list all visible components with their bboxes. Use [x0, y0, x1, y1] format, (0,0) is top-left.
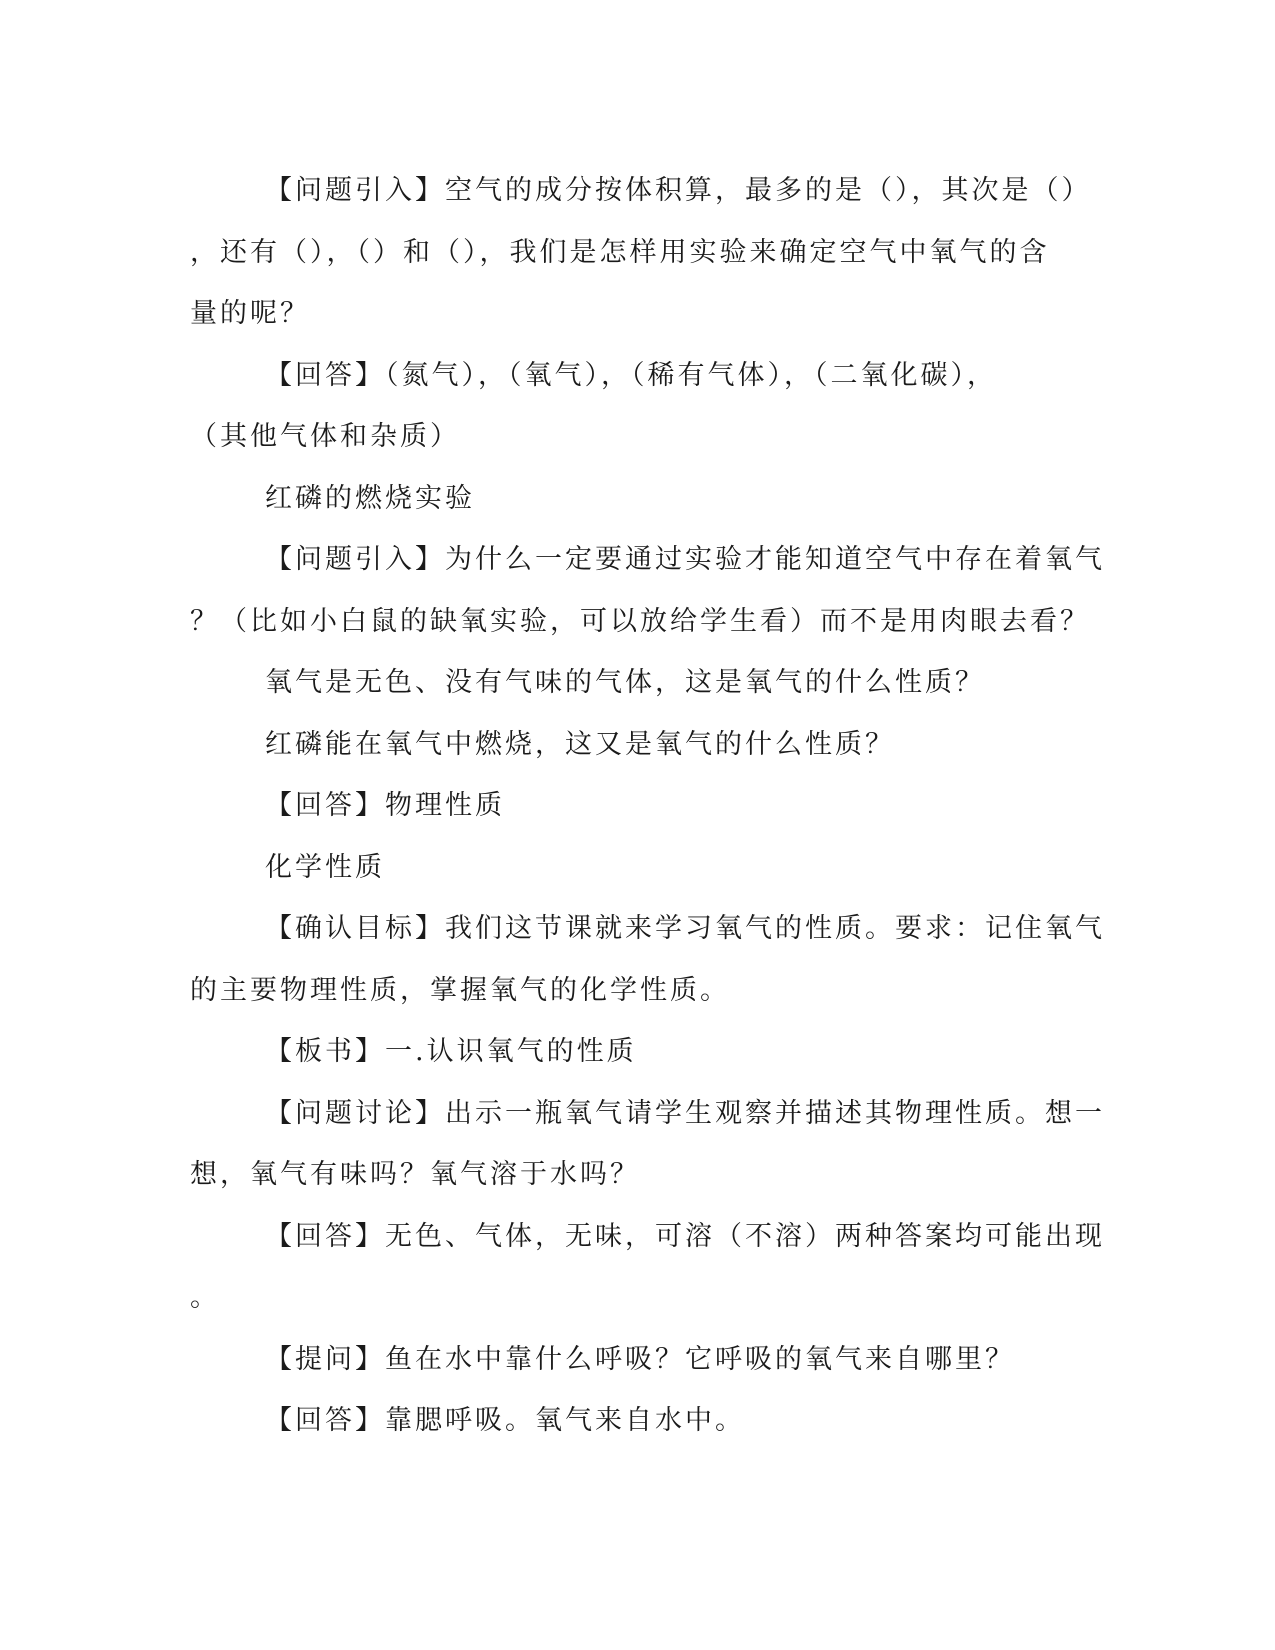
answer-paragraph [190, 1206, 1105, 1329]
text-line: 想，氧气有味吗？氧气溶于水吗？ [190, 1159, 640, 1190]
text-line: 【板书】一.认识氧气的性质 [265, 1036, 637, 1067]
text-line: 【回答】（氮气），（氧气），（稀有气体），（二氧化碳）， [265, 359, 997, 391]
experiment-heading [190, 468, 1080, 530]
question-paragraph [190, 652, 1080, 714]
question-paragraph [190, 1329, 1080, 1391]
text-line: （其他气体和杂质） [190, 421, 460, 452]
text-line: 量的呢？ [190, 298, 310, 329]
text-line: 【回答】靠腮呼吸。氧气来自水中。 [265, 1405, 745, 1436]
question-intro-paragraph [190, 160, 1092, 345]
answer-paragraph [190, 837, 1080, 899]
text-line: 。 [190, 1282, 220, 1313]
answer-paragraph [190, 775, 1080, 837]
text-line: ？（比如小白鼠的缺氧实验，可以放给学生看）而不是用肉眼去看？ [190, 605, 1090, 637]
text-line: 【回答】物理性质 [265, 790, 505, 821]
text-line: 【回答】无色、气体，无味，可溶（不溶）两种答案均可能出现 [265, 1220, 1105, 1252]
text-line: 红磷能在氧气中燃烧，这又是氧气的什么性质？ [265, 728, 895, 760]
objective-paragraph [190, 898, 1105, 1021]
answer-paragraph [190, 1390, 1080, 1452]
text-line: 的主要物理性质，掌握氧气的化学性质。 [190, 974, 730, 1006]
question-intro-paragraph [190, 529, 1105, 652]
text-line: 【问题引入】空气的成分按体积算，最多的是（），其次是（） [265, 175, 1092, 206]
answer-paragraph [190, 345, 1080, 468]
text-line: 【问题引入】为什么一定要通过实验才能知道空气中存在着氧气 [265, 544, 1105, 575]
text-line: 氧气是无色、没有气味的气体，这是氧气的什么性质？ [265, 667, 985, 698]
text-line: 红磷的燃烧实验 [265, 482, 475, 514]
document-body [190, 160, 1105, 1452]
text-line: 化学性质 [265, 851, 385, 883]
question-paragraph [190, 714, 1080, 776]
discussion-paragraph [190, 1083, 1105, 1206]
text-line: 【确认目标】我们这节课就来学习氧气的性质。要求：记住氧气 [265, 913, 1105, 944]
text-line: ，还有（），（）和（），我们是怎样用实验来确定空气中氧气的含 [190, 236, 1050, 268]
text-line: 【提问】鱼在水中靠什么呼吸？它呼吸的氧气来自哪里？ [265, 1343, 1015, 1375]
board-note-paragraph [190, 1021, 1080, 1083]
text-line: 【问题讨论】出示一瓶氧气请学生观察并描述其物理性质。想一 [265, 1097, 1105, 1129]
